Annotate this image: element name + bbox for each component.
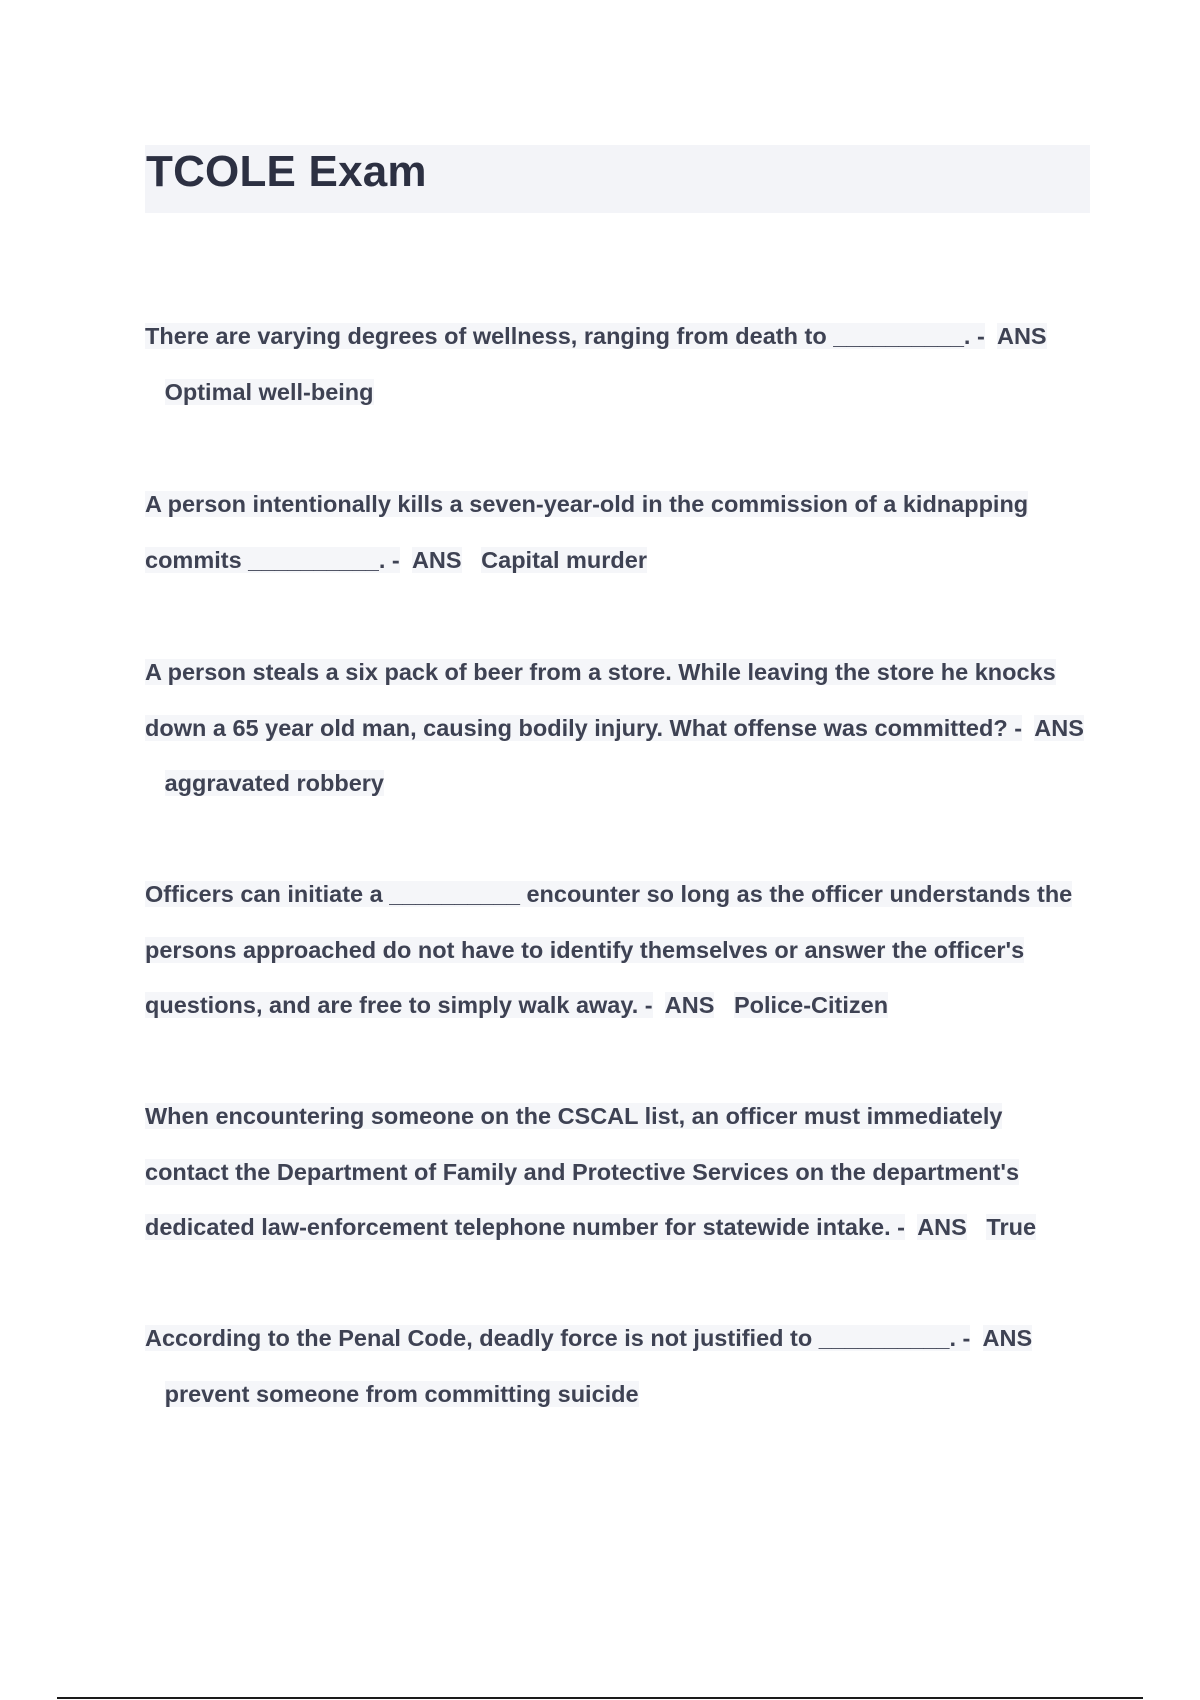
question-text: A person steals a six pack of beer from a store. While leaving the store he knocks down a 65 year old man, causing bodily injury. What offense was committed? -	[145, 659, 1056, 741]
qa-item	[145, 477, 1090, 588]
qa-item	[145, 867, 1090, 1034]
qa-item	[145, 1311, 1090, 1422]
answer-text: Police-Citizen	[734, 992, 889, 1018]
answer-text: prevent someone from committing suicide	[164, 1380, 639, 1407]
question-text: There are varying degrees of wellness, ranging from death to __________. -	[145, 323, 985, 349]
answer-marker: ANS	[996, 323, 1047, 349]
answer-text: aggravated robbery	[164, 770, 384, 796]
answer-marker: ANS	[664, 992, 715, 1018]
answer-marker: ANS	[411, 546, 462, 573]
page-title: TCOLE Exam	[146, 147, 427, 196]
answer-marker: ANS	[917, 1214, 967, 1240]
answer-marker: ANS	[982, 1325, 1033, 1351]
question-text: Officers can initiate a __________ encounter so long as the officer understands the persons approached do not have to identify themselves or answer the officer's questions, and are free to simply walk away. -	[145, 881, 1073, 1018]
qa-item	[145, 1089, 1090, 1256]
question-text: According to the Penal Code, deadly force is not justified to __________. -	[145, 1325, 971, 1351]
qa-item	[145, 309, 1090, 420]
qa-item	[145, 645, 1090, 812]
answer-marker: ANS	[1034, 714, 1084, 741]
answer-text: Optimal well-being	[164, 378, 374, 405]
answer-text: True	[986, 1214, 1037, 1240]
question-text: A person intentionally kills a seven-year-old in the commission of a kidnapping commits __________. -	[145, 491, 1029, 573]
footer-divider	[57, 1697, 1143, 1699]
question-text: When encountering someone on the CSCAL list, an officer must immediately contact the Department of Family and Protective Services on the department's dedicated law-enforcement telephone number for statewide intake. -	[145, 1103, 1020, 1240]
answer-text: Capital murder	[481, 546, 647, 573]
